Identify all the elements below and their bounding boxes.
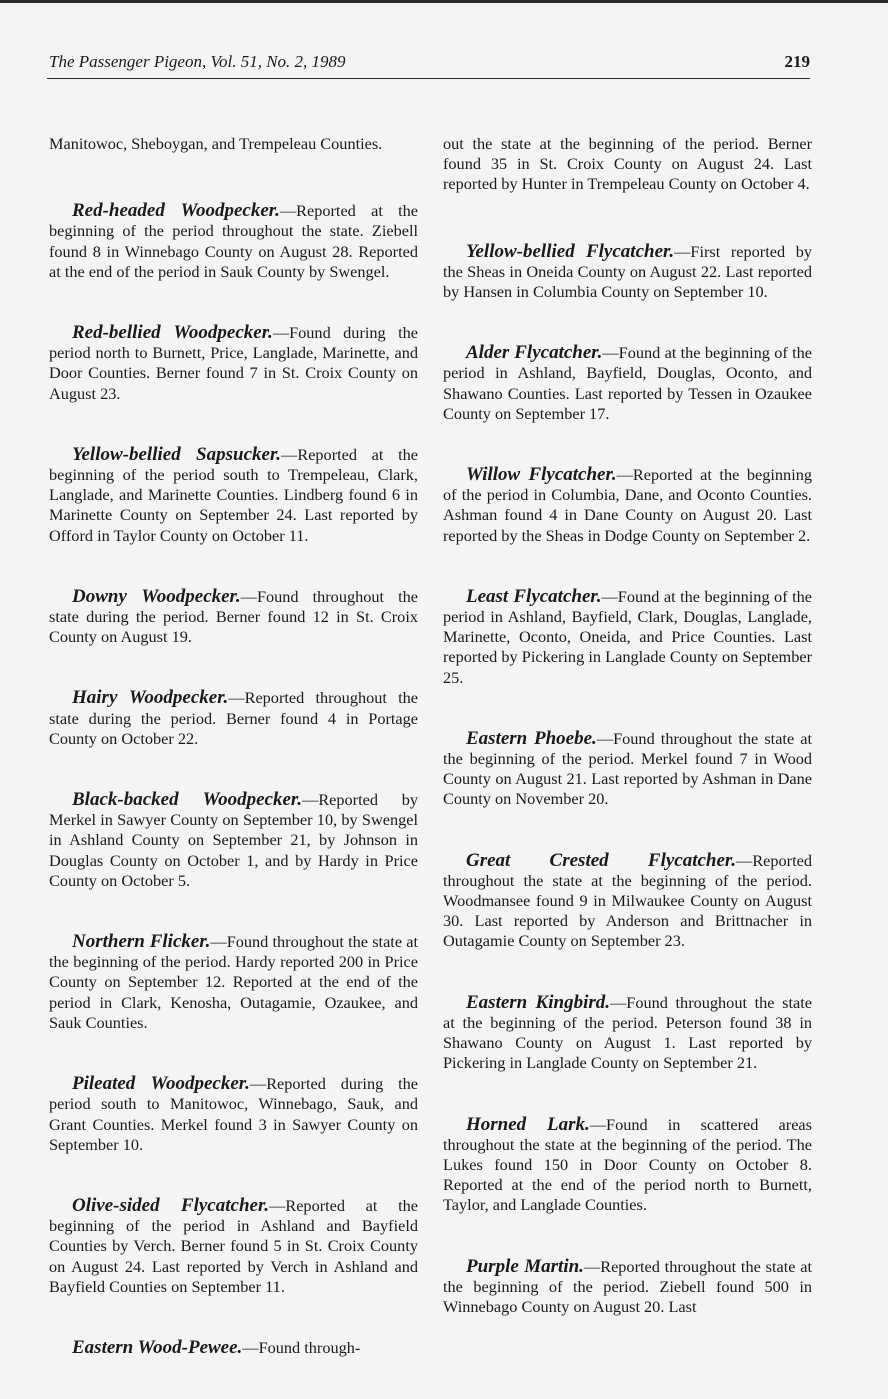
- right-column: [443, 134, 812, 1358]
- species-account: —Found through-: [242, 1337, 361, 1357]
- species-account: —Reported by Merkel in Sawyer County on September 10, by Swengel in Ashland County on September 21, by Johnson in Douglas County on October 1, and by Hardy in Price County on October 5.: [49, 790, 418, 890]
- species-entry: [443, 1257, 812, 1318]
- species-entry: [443, 993, 812, 1074]
- species-name: Great Crested Flycatcher.: [466, 849, 737, 871]
- left-column: [49, 134, 418, 1399]
- species-name: Horned Lark.: [466, 1113, 590, 1135]
- species-entry: [443, 1115, 812, 1216]
- species-entry: [443, 465, 812, 546]
- species-entry: [49, 1074, 418, 1155]
- species-name: Northern Flicker.: [72, 931, 211, 953]
- species-entry: [443, 851, 812, 952]
- species-entry: [49, 1196, 418, 1297]
- species-account: —Reported at the beginning of the period in Columbia, Dane, and Oconto Counties. Ashman found 4 in Dane County on August 20. Last reported by the Sheas in Dodge County on September 2.: [443, 465, 812, 545]
- species-account: —Reported throughout the state at the beginning of the period. Woodmansee found 9 in Milwaukee County on August 30. Last reported by Anderson and Brittnacher in Outagamie County on September 23.: [443, 850, 812, 951]
- species-name: Pileated Woodpecker.: [72, 1073, 250, 1095]
- species-name: Red-headed Woodpecker.: [72, 200, 280, 222]
- continuation-text: out the state at the beginning of the period. Berner found 35 in St. Croix County on August 24. Last reported by Hunter in Trempeleau County on October 4.: [443, 134, 812, 194]
- species-account: —Reported at the beginning of the period throughout the state. Ziebell found 8 in Winnebago County on August 28. Reported at the end of the period in Sauk County by Swengel.: [49, 201, 418, 281]
- species-account: —Found throughout the state at the beginning of the period. Merkel found 7 in Wood County on August 21. Last reported by Ashman in Dane County on November 20.: [443, 728, 813, 809]
- species-name: Purple Martin.: [466, 1255, 584, 1277]
- species-entry: [49, 201, 418, 282]
- species-entry: [49, 790, 418, 891]
- species-entry: [49, 323, 418, 404]
- species-name: Eastern Wood-Pewee.: [72, 1336, 243, 1358]
- species-account: —Found throughout the state at the beginning of the period. Peterson found 38 in Shawano County on August 1. Last reported by Pickering in Langlade County on September 21.: [443, 992, 812, 1073]
- page-number: 219: [784, 52, 810, 71]
- species-entry: [443, 729, 812, 810]
- species-entry: [443, 587, 812, 688]
- page-top-rule: [0, 0, 888, 3]
- species-name: Willow Flycatcher.: [466, 464, 617, 486]
- species-name: Yellow-bellied Flycatcher.: [466, 240, 675, 262]
- species-entry: [49, 587, 418, 648]
- species-name: Yellow-bellied Sapsucker.: [72, 443, 282, 465]
- species-account: —Found throughout the state at the beginning of the period. Hardy reported 200 in Price County on September 12. Reported at the end of the period in Clark, Kenosha, Outagamie, Ozaukee, and Sauk Counties.: [49, 932, 418, 1032]
- running-title: The Passenger Pigeon, Vol. 51, No. 2, 1989: [49, 52, 346, 71]
- species-name: Least Flycatcher.: [466, 585, 602, 607]
- species-name: Downy Woodpecker.: [72, 585, 241, 607]
- species-account: —Reported at the beginning of the period south to Trempeleau, Clark, Langlade, and Marinette Counties. Lindberg found 6 in Marinette County on September 24. Last reported by Offord in Taylor County on October 11.: [49, 444, 418, 545]
- species-account: —First reported by the Sheas in Oneida County on August 22. Last reported by Hansen in Columbia County on September 10.: [443, 241, 812, 302]
- species-name: Olive-sided Flycatcher.: [72, 1194, 270, 1216]
- species-name: Eastern Kingbird.: [466, 991, 610, 1013]
- species-entry: [49, 688, 418, 749]
- species-account: —Found at the beginning of the period in Ashland, Bayfield, Clark, Douglas, Langlade, Marinette, Oconto, Oneida, and Price Counties. Last reported by Pickering in Langlade County on September 25.: [443, 586, 812, 687]
- species-account: —Reported during the period south to Manitowoc, Winnebago, Sauk, and Grant Counties. Merkel found 3 in Sawyer County on September 10.: [49, 1074, 418, 1154]
- species-name: Hairy Woodpecker.: [72, 687, 229, 709]
- species-entry: [49, 932, 418, 1033]
- species-name: Alder Flycatcher.: [466, 342, 603, 364]
- species-entry: [49, 1338, 418, 1358]
- species-account: —Found during the period north to Burnett, Price, Langlade, Marinette, and Door Counties. Berner found 7 in St. Croix County on August 23.: [49, 323, 419, 403]
- page-header: [47, 52, 810, 79]
- species-account: —Reported throughout the state during the period. Berner found 4 in Portage County on October 22.: [49, 688, 418, 748]
- species-account: —Found at the beginning of the period in Ashland, Bayfield, Douglas, Oconto, and Shawano Counties. Last reported by Tessen in Ozaukee County on September 17.: [443, 343, 812, 423]
- species-account: —Found in scattered areas throughout the state at the beginning of the period. The Lukes found 150 in Door County on October 8. Reported at the end of the period north to Burnett, Taylor, and Langlade Counties.: [443, 1114, 812, 1215]
- species-name: Red-bellied Woodpecker.: [72, 322, 273, 344]
- continuation-text: Manitowoc, Sheboygan, and Trempeleau Counties.: [49, 134, 383, 153]
- species-account: —Found throughout the state during the period. Berner found 12 in St. Croix County on August 19.: [49, 586, 418, 647]
- species-entry: [443, 242, 812, 303]
- species-name: Black-backed Woodpecker.: [72, 789, 303, 811]
- species-entry: [49, 445, 418, 546]
- species-entry: [443, 343, 812, 424]
- species-account: —Reported throughout the state at the beginning of the period. Ziebell found 500 in Winnebago County on August 20. Last: [443, 1256, 812, 1316]
- species-account: —Reported at the beginning of the period in Ashland and Bayfield Counties by Verch. Berner found 5 in St. Croix County on August 24. Last reported by Verch in Ashland and Bayfield Counties on September 11.: [49, 1195, 418, 1296]
- species-name: Eastern Phoebe.: [466, 727, 597, 749]
